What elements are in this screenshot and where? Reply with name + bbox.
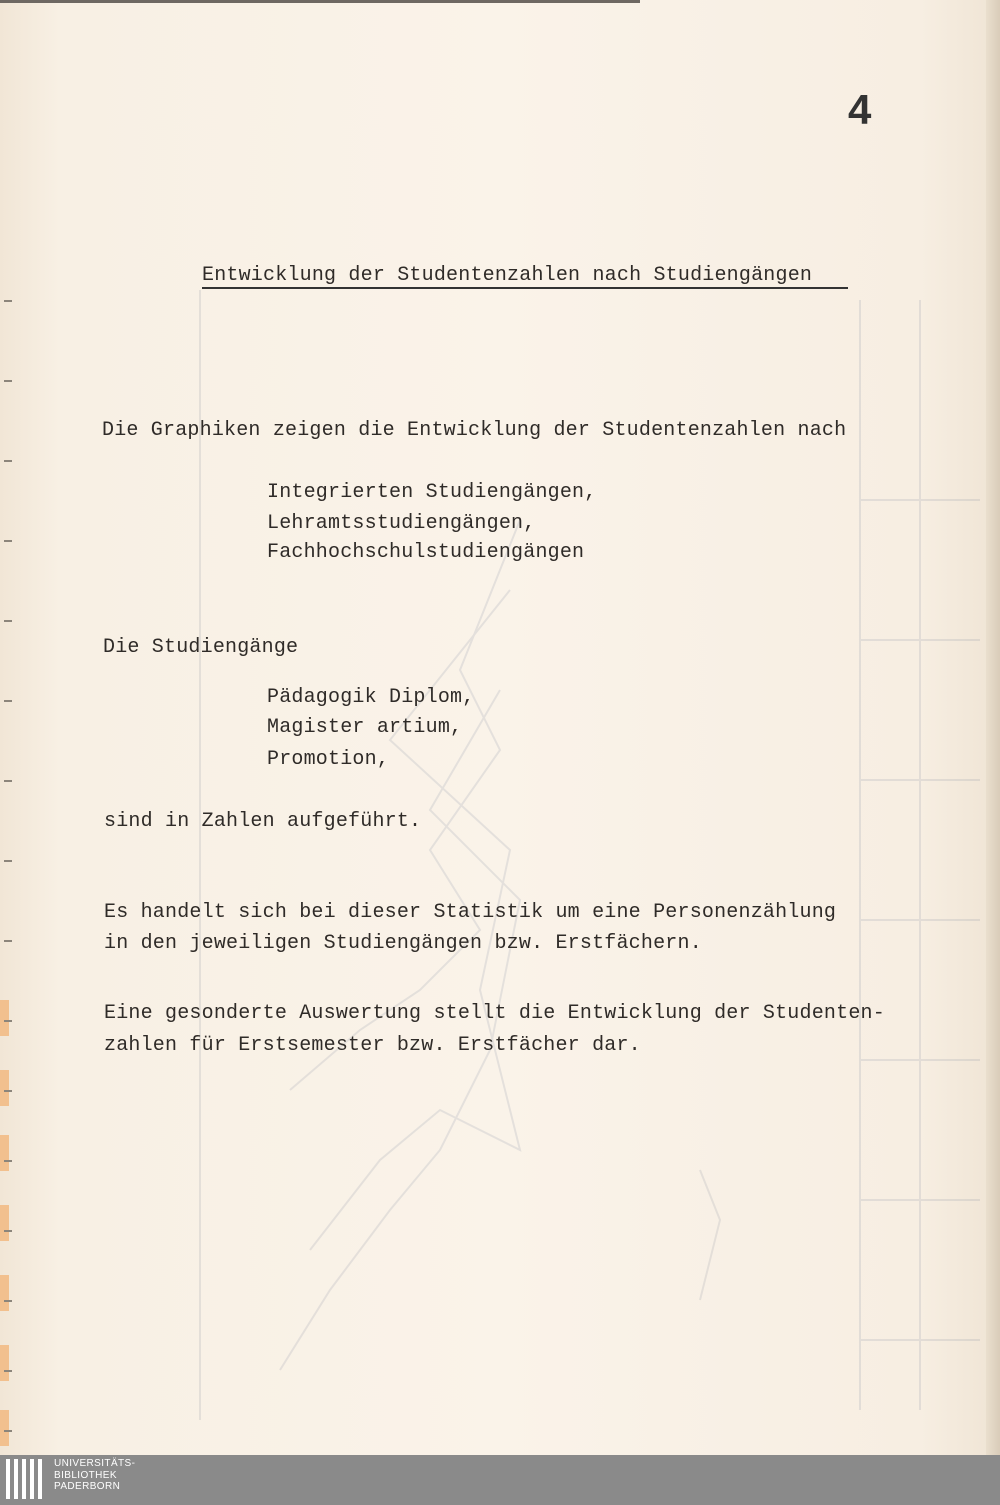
list-item: Fachhochschulstudiengängen [267,541,585,564]
list-item: Magister artium, [267,716,463,739]
paragraph-line: Eine gesonderte Auswertung stellt die Entwicklung der Studenten- [104,1002,885,1025]
programs-heading: Die Studiengänge [103,636,299,659]
page-title: Entwicklung der Studentenzahlen nach Studiengängen [202,264,813,287]
paragraph-line: in den jeweiligen Studiengängen bzw. Erstfächern. [104,932,702,955]
library-logo-icon [4,1459,46,1501]
list-item: Pädagogik Diplom, [267,686,475,709]
list-item: Integrierten Studiengängen, [267,481,597,504]
list-item: Lehramtsstudiengängen, [267,512,536,535]
page-number: 4 [848,86,872,133]
paragraph-line: Es handelt sich bei dieser Statistik um eine Personenzählung [104,901,837,924]
scan-right-edge [986,0,1000,1455]
paragraph-line: zahlen für Erstsemester bzw. Erstfächer dar. [104,1034,641,1057]
bleed-through-chart [180,290,980,1420]
title-underline [202,287,848,289]
programs-note: sind in Zahlen aufgeführt. [104,810,422,833]
library-footer [0,1455,1000,1505]
library-logo-text: UNIVERSITÄTS- BIBLIOTHEK PADERBORN [54,1458,136,1492]
list-item: Promotion, [267,748,390,771]
intro-text: Die Graphiken zeigen die Entwicklung der Studentenzahlen nach [102,419,847,442]
spiral-binding [0,0,14,1455]
scan-top-edge [0,0,640,3]
